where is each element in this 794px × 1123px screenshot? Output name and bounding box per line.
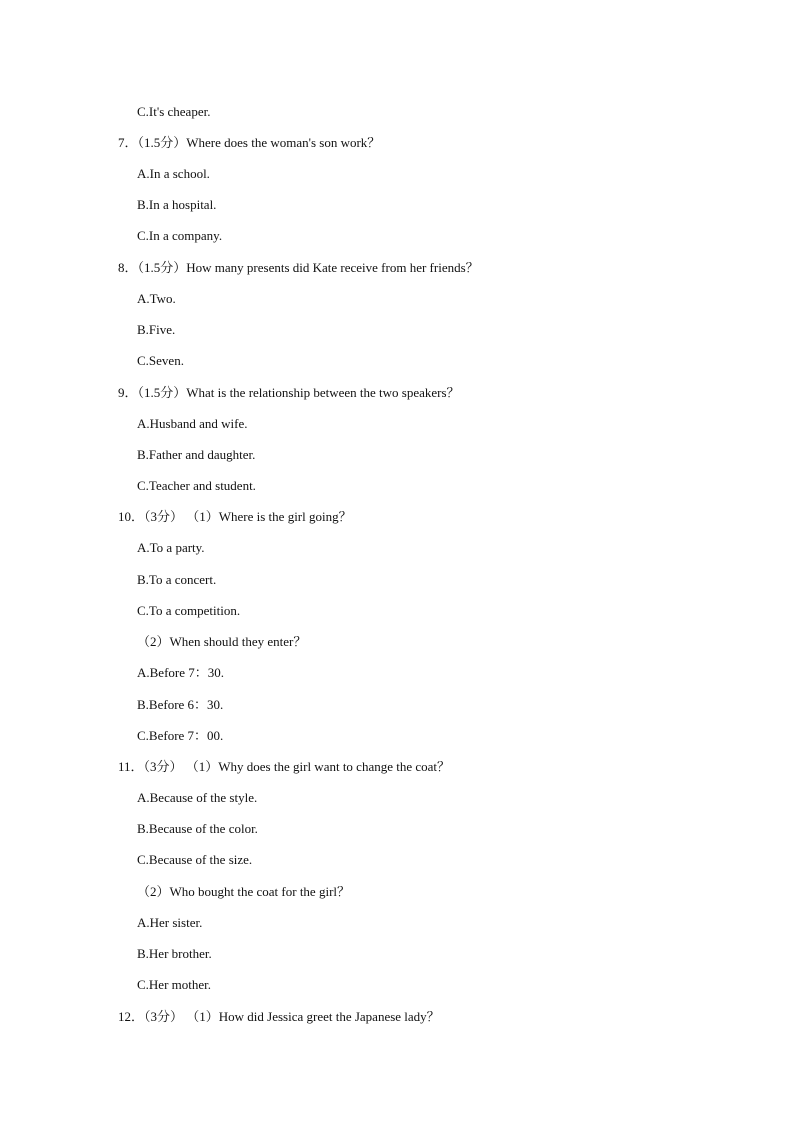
option-10-2c: C.Before 7：00. xyxy=(137,728,224,743)
option-9b: B.Father and daughter. xyxy=(137,447,256,462)
option-7a: A.In a school. xyxy=(137,166,210,181)
option-8c: C.Seven. xyxy=(137,353,184,368)
subquestion-10-2: （2）When should they enter？ xyxy=(137,634,307,649)
question-11: 11．（3分） （1）Why does the girl want to change the coat？ xyxy=(118,759,451,774)
option-10-2a: A.Before 7：30. xyxy=(137,665,225,680)
option-11-2a: A.Her sister. xyxy=(137,915,203,930)
option-10-1c: C.To a competition. xyxy=(137,603,241,618)
question-7: 7．（1.5分）Where does the woman's son work？ xyxy=(118,135,381,150)
question-8: 8．（1.5分）How many presents did Kate receive from her friends？ xyxy=(118,260,479,275)
option-9c: C.Teacher and student. xyxy=(137,478,256,493)
option-9a: A.Husband and wife. xyxy=(137,416,248,431)
option-7b: B.In a hospital. xyxy=(137,197,217,212)
question-10: 10．（3分） （1）Where is the girl going？ xyxy=(118,509,352,524)
option-7c: C.In a company. xyxy=(137,228,223,243)
option-11-2b: B.Her brother. xyxy=(137,946,212,961)
option-11-1b: B.Because of the color. xyxy=(137,821,258,836)
option-8a: A.Two. xyxy=(137,291,176,306)
option-10-2b: B.Before 6：30. xyxy=(137,697,224,712)
subquestion-11-2: （2）Who bought the coat for the girl？ xyxy=(137,884,351,899)
option-8b: B.Five. xyxy=(137,322,176,337)
question-9: 9．（1.5分）What is the relationship between the two speakers？ xyxy=(118,385,460,400)
option-11-1a: A.Because of the style. xyxy=(137,790,258,805)
option-10-1b: B.To a concert. xyxy=(137,572,217,587)
question-12: 12．（3分） （1）How did Jessica greet the Japanese lady？ xyxy=(118,1009,440,1024)
option-10-1a: A.To a party. xyxy=(137,540,205,555)
option-11-1c: C.Because of the size. xyxy=(137,852,253,867)
option-11-2c: C.Her mother. xyxy=(137,977,212,992)
option-6c: C.It's cheaper. xyxy=(137,104,211,119)
